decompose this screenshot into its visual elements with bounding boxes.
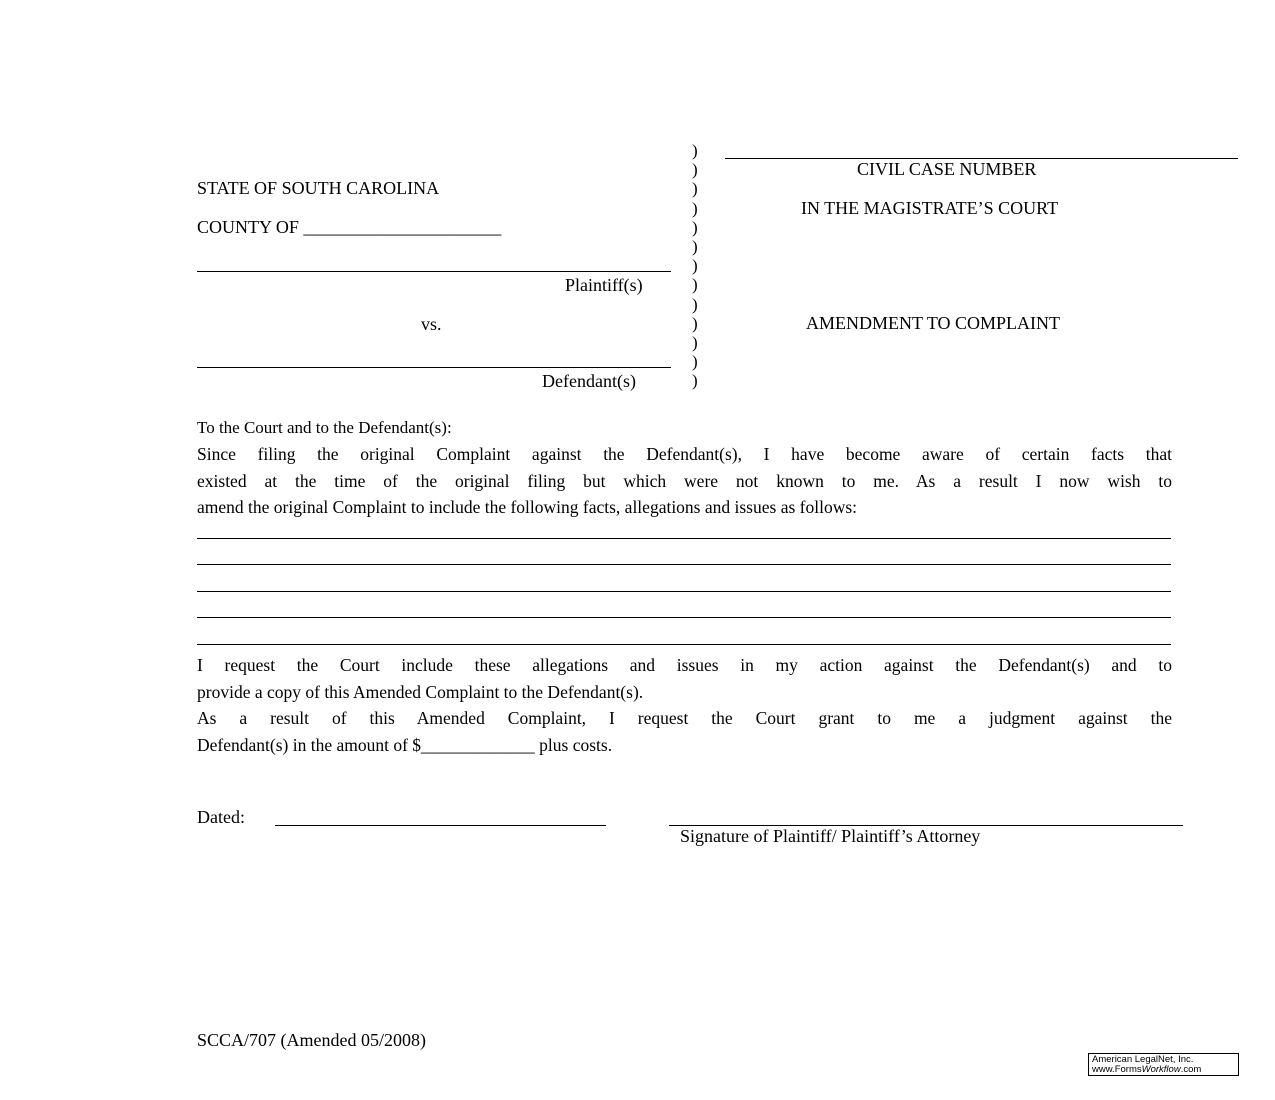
defendant-name-line[interactable] <box>197 367 671 368</box>
fill-in-line[interactable] <box>197 617 1171 618</box>
paren: ) <box>692 141 698 160</box>
paren: ) <box>692 352 698 372</box>
paragraph-line: amend the original Complaint to include the following facts, allegations and issues as follows: <box>197 497 858 517</box>
court-name: IN THE MAGISTRATE’S COURT <box>801 198 1059 218</box>
paragraph-line: provide a copy of this Amended Complaint to the Defendant(s). <box>197 681 644 702</box>
county-label: COUNTY OF ______________________ <box>197 217 502 237</box>
paren: ) <box>692 332 698 352</box>
state-label: STATE OF SOUTH CAROLINA <box>197 178 440 198</box>
paren: ) <box>692 294 698 314</box>
document-title: AMENDMENT TO COMPLAINT <box>806 313 1061 333</box>
dated-label: Dated: <box>197 807 245 827</box>
fill-in-line[interactable] <box>197 644 1171 645</box>
vs-label: vs. <box>421 314 442 334</box>
paren: ) <box>692 236 698 256</box>
publisher-badge <box>1088 1053 1239 1076</box>
paragraph-line: I request the Court include these allegations and issues in my action against the Defendant(s) and to <box>197 655 1172 675</box>
paren: ) <box>692 198 698 218</box>
publisher-url <box>1092 1065 1235 1075</box>
defendant-label: Defendant(s) <box>542 371 636 391</box>
fill-in-line[interactable] <box>197 538 1171 539</box>
paren: ) <box>692 160 698 180</box>
paragraph-line: existed at the time of the original filing but which were not known to me. As a result I now wish to <box>197 470 1172 491</box>
publisher-url-suffix: .com <box>1180 1064 1202 1075</box>
case-number-label: CIVIL CASE NUMBER <box>857 159 1037 179</box>
fill-in-line[interactable] <box>197 564 1171 565</box>
paren: ) <box>692 256 698 276</box>
plaintiff-name-line[interactable] <box>197 271 671 272</box>
publisher-url-italic: Workflow <box>1141 1064 1181 1075</box>
fill-in-line[interactable] <box>197 591 1171 592</box>
paragraph-request <box>197 652 1172 705</box>
paragraph-line: As a result of this Amended Complaint, I request the Court grant to me a judgment against the <box>197 708 1172 728</box>
paren: ) <box>692 313 698 333</box>
publisher-name: American LegalNet, Inc. <box>1092 1054 1194 1065</box>
form-id: SCCA/707 (Amended 05/2008) <box>197 1030 426 1050</box>
paragraph-facts <box>197 441 1172 521</box>
paren: ) <box>692 217 698 237</box>
publisher-url-prefix: www.Forms <box>1092 1064 1142 1075</box>
paragraph-line: Since filing the original Complaint against the Defendant(s), I have become aware of certain facts that <box>197 444 1172 464</box>
date-line[interactable] <box>275 825 606 826</box>
paren: ) <box>692 179 698 199</box>
plaintiff-label: Plaintiff(s) <box>565 275 643 295</box>
salutation: To the Court and to the Defendant(s): <box>197 418 452 437</box>
paren: ) <box>692 371 698 391</box>
paragraph-line: Defendant(s) in the amount of $_____________ plus costs. <box>197 734 613 755</box>
caption-divider <box>692 141 706 390</box>
signature-label: Signature of Plaintiff/ Plaintiff’s Attorney <box>680 826 981 846</box>
paren: ) <box>692 275 698 295</box>
paragraph-judgment <box>197 705 1172 758</box>
